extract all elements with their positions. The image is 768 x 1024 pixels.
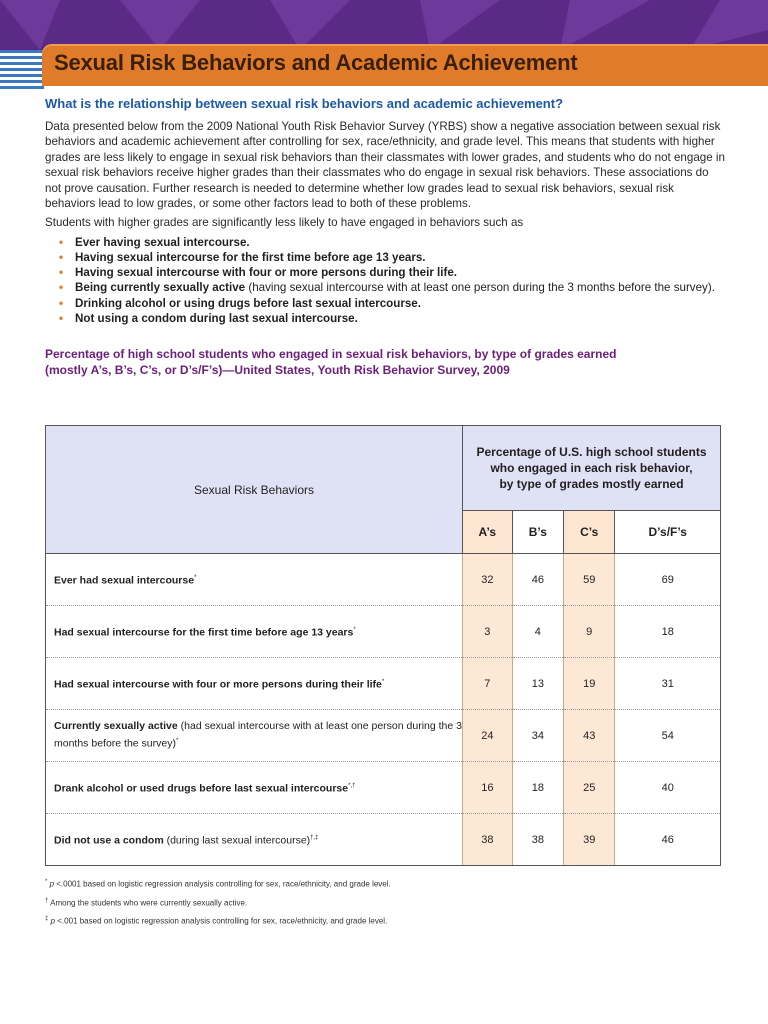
row-label: Currently sexually active (had sexual intercourse with at least one person during the 3 months before the survey)*: [46, 710, 463, 762]
table-row: [46, 762, 721, 814]
row-label: Ever had sexual intercourse*: [46, 554, 463, 606]
column-header-dfs: D’s/F’s: [615, 511, 721, 554]
row-label: Drank alcohol or used drugs before last sexual intercourse*,†: [46, 762, 463, 814]
cell-value: 32: [463, 554, 513, 606]
footnote: * p <.0001 based on logistic regression analysis controlling for sex, race/ethnicity, and grade level.: [45, 879, 391, 889]
bullet-icon: •: [59, 281, 64, 295]
column-header-as: A’s: [463, 511, 513, 554]
cell-value: 24: [463, 710, 513, 762]
intro-section: [45, 96, 725, 378]
cell-value: 59: [564, 554, 615, 606]
cell-value: 19: [564, 658, 615, 710]
risk-behavior-table: [45, 425, 721, 866]
figure-title: Percentage of high school students who engaged in sexual risk behaviors, by type of grades earned (mostly A’s, B’s, C’s, or D’s/F’s)—United States, Youth Risk Behavior Survey, 2009: [45, 347, 617, 378]
table-row: [46, 606, 721, 658]
page-title: Sexual Risk Behaviors and Academic Achievement: [54, 50, 578, 75]
cell-value: 9: [564, 606, 615, 658]
cell-value: 34: [512, 710, 563, 762]
data-table-container: [45, 425, 721, 866]
cell-value: 46: [615, 814, 721, 866]
list-item: • Ever having sexual intercourse.: [59, 235, 250, 249]
footnote: † Among the students who were currently sexually active.: [45, 897, 248, 908]
list-item: • Not using a condom during last sexual intercourse.: [59, 311, 358, 325]
percentage-group-header: Percentage of U.S. high school students who engaged in each risk behavior, by type of grades mostly earned: [463, 426, 721, 511]
table-row: [46, 710, 721, 762]
column-header-bs: B’s: [512, 511, 563, 554]
title-bar: [42, 44, 768, 86]
row-label: Did not use a condom (during last sexual intercourse)†,‡: [46, 814, 463, 866]
cell-value: 31: [615, 658, 721, 710]
list-lead-in: Students with higher grades are significantly less likely to have engaged in behaviors such as: [45, 216, 524, 230]
section-question: What is the relationship between sexual risk behaviors and academic achievement?: [45, 96, 564, 111]
cell-value: 40: [615, 762, 721, 814]
cell-value: 38: [463, 814, 513, 866]
sunburst-decoration: [0, 0, 768, 50]
list-item: • Drinking alcohol or using drugs before last sexual intercourse.: [59, 296, 421, 310]
cell-value: 39: [564, 814, 615, 866]
list-item: • Being currently sexually active (having sexual intercourse with at least one person during the 3 months before the survey).: [59, 281, 715, 295]
cell-value: 16: [463, 762, 513, 814]
cell-value: 69: [615, 554, 721, 606]
table-row: [46, 658, 721, 710]
row-label: Had sexual intercourse for the first time before age 13 years*: [46, 606, 463, 658]
bullet-icon: •: [59, 266, 64, 280]
cell-value: 43: [564, 710, 615, 762]
blue-stripes-decoration: [0, 50, 44, 90]
bullet-icon: •: [59, 235, 64, 249]
header-banner: [0, 0, 768, 50]
cell-value: 46: [512, 554, 563, 606]
cell-value: 54: [615, 710, 721, 762]
cell-value: 18: [615, 606, 721, 658]
list-item: • Having sexual intercourse with four or more persons during their life.: [59, 266, 458, 280]
cell-value: 7: [463, 658, 513, 710]
cell-value: 25: [564, 762, 615, 814]
cell-value: 4: [512, 606, 563, 658]
row-label: Had sexual intercourse with four or more persons during their life*: [46, 658, 463, 710]
cell-value: 38: [512, 814, 563, 866]
bullet-icon: •: [59, 311, 64, 325]
behavior-column-header: Sexual Risk Behaviors: [46, 426, 463, 554]
behavior-list: [45, 235, 725, 326]
table-row: [46, 554, 721, 606]
footnote: ‡ p <.001 based on logistic regression analysis controlling for sex, race/ethnicity, and grade level.: [45, 916, 388, 926]
intro-paragraph: Data presented below from the 2009 National Youth Risk Behavior Survey (YRBS) show a negative association between sexual risk behaviors and academic achievement after controlling for sex, race/ethnicity, and grade level. This means that students with higher grades are less likely to engage in sexual risk behaviors than their classmates with lower grades, and students who do not engage in sexual risk behaviors receive higher grades than their classmates who do engage in sexual risk behaviors. These associations do not prove causation. Further research is needed to determine whether low grades lead to sexual risk behaviors, sexual risk behaviors lead to low grades, or some other factors lead to both of these problems.: [45, 120, 725, 211]
table-row: [46, 814, 721, 866]
bullet-icon: •: [59, 296, 64, 310]
bullet-icon: •: [59, 251, 64, 265]
list-item: • Having sexual intercourse for the first time before age 13 years.: [59, 251, 426, 265]
cell-value: 18: [512, 762, 563, 814]
footnotes: [45, 876, 725, 932]
cell-value: 3: [463, 606, 513, 658]
cell-value: 13: [512, 658, 563, 710]
column-header-cs: C’s: [564, 511, 615, 554]
